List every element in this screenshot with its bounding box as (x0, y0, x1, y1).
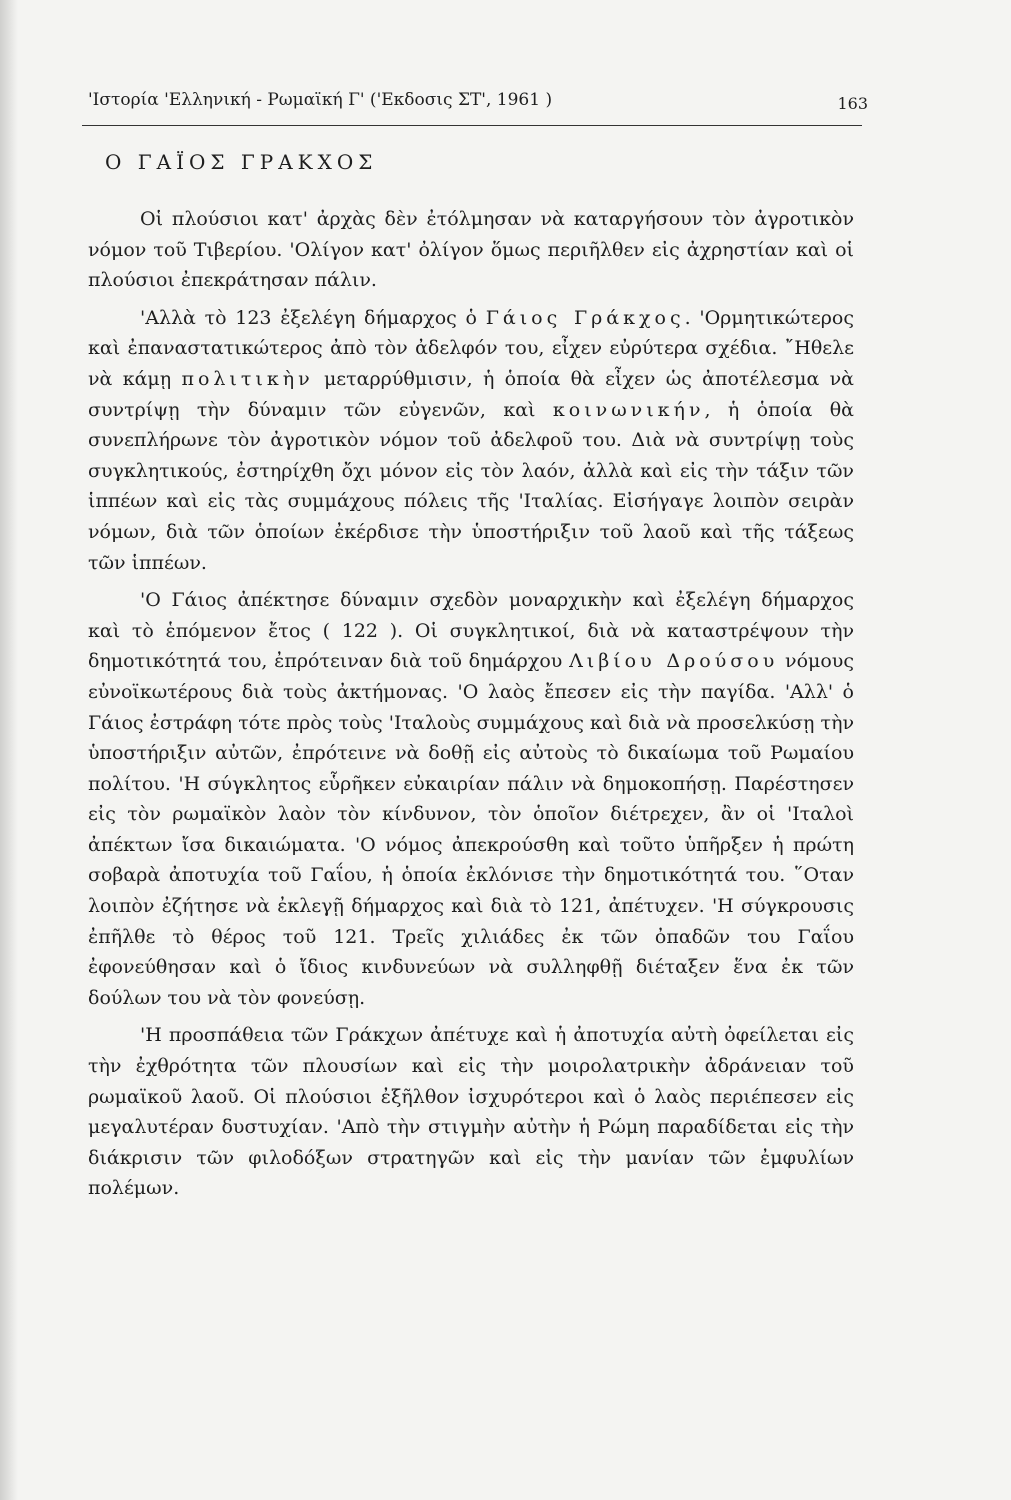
spaced-word-politikin: πολιτικὴν (181, 367, 314, 390)
spaced-word-koinonikin: κοινωνικήν (552, 398, 705, 421)
spaced-name-gaios-grakchos: Γάιος Γράκχος (485, 306, 685, 329)
text-run: 'Ο Γάιος ἀπέκτησε δύναμιν σχεδὸν μοναρχικὴν καὶ ἐξελέγη δήμαρχος καὶ τὸ ἑπόμενον ἔτος ( 122 ). Οἱ συγκλητικοί, διὰ νὰ καταστρέψουν τὴν δημοτικότητά του, ἐπρότειναν διὰ τοῦ δημάρχου (88, 589, 854, 673)
paragraph-1: Οἱ πλούσιοι κατ' ἀρχὰς δὲν ἐτόλμησαν νὰ καταργήσουν τὸν ἀγροτικὸν νόμον τοῦ Τιβερίου. 'Ολίγον κατ' ὀλίγον ὅμως περιῆλθεν εἰς ἀχρηστίαν καὶ οἱ πλούσιοι ἐπεκράτησαν πάλιν. (88, 208, 854, 292)
paragraph-4: 'Η προσπάθεια τῶν Γράκχων ἀπέτυχε καὶ ἡ ἀποτυχία αὐτὴ ὀφείλεται εἰς τὴν ἐχθρότητα τῶν πλουσίων καὶ εἰς τὴν μοιρολατρικὴν ἀδράνειαν τοῦ ρωμαϊκοῦ λαοῦ. Οἱ πλούσιοι ἐξῆλθον ἰσχυρότεροι καὶ ὁ λαὸς περιέπεσεν εἰς μεγαλυτέραν δυστυχίαν. 'Απὸ τὴν στιγμὴν αὐτὴν ἡ Ρώμη παραδίδεται εἰς τὴν διάκρισιν τῶν φιλοδόξων στρατηγῶν καὶ εἰς τὴν μανίαν τῶν ἐμφυλίων πολέμων. (88, 1024, 854, 1200)
body-text (88, 204, 854, 1211)
spaced-name-livios-drousos: Λιβίου Δρούσου (569, 650, 779, 673)
page-number: 163 (837, 94, 868, 113)
header-divider (82, 125, 862, 126)
page-edge-shadow (0, 0, 18, 1500)
text-run: 'Αλλὰ τὸ 123 ἐξελέγη δήμαρχος ὁ (140, 306, 486, 329)
running-header (88, 84, 868, 120)
text-run: μεταρρύθμισιν, ἡ ὁποία θὰ εἶχεν ὡς ἀποτέλεσμα νὰ συντρίψῃ τὴν δύναμιν τῶν εὐγενῶν, καὶ (88, 367, 854, 421)
header-title: 'Ιστορία 'Ελληνική - Ρωμαϊκή Γ' ('Εκδοσις ΣΤ', 1961 ) (88, 90, 553, 110)
text-run: . 'Ορμητικώτερος καὶ ἐπαναστατικώτερος ἀπὸ τὸν ἀδελφόν του, εἶχεν εὐρύτερα σχέδια. ῎Ηθελε νὰ κάμῃ (88, 306, 854, 390)
chapter-title: Ο ΓΑΪΟΣ ΓΡΑΚΧΟΣ (105, 150, 378, 174)
text-run: νόμους εὐνοϊκωτέρους διὰ τοὺς ἀκτήμονας. 'Ο λαὸς ἔπεσεν εἰς τὴν παγίδα. 'Αλλ' ὁ Γάιος ἐστράφη τότε πρὸς τοὺς 'Ιταλοὺς συμμάχους καὶ διὰ νὰ προσελκύσῃ τὴν ὑποστήριξιν αὐτῶν, ἐπρότεινε νὰ δοθῇ εἰς αὐτοὺς τὸ δικαίωμα τοῦ Ρωμαίου πολίτου. 'Η σύγκλητος εὗρῆκεν εὐκαιρίαν πάλιν νὰ δημοκοπήσῃ. Παρέστησεν εἰς τὸν ρωμαϊκὸν λαὸν τὸν κίνδυνον, τὸν ὁποῖον διέτρεχεν, ἂν οἱ 'Ιταλοὶ ἀπέκτων ἴσα δικαιώματα. 'Ο νόμος ἀπεκρούσθη καὶ τοῦτο ὑπῆρξεν ἡ πρώτη σοβαρὰ ἀποτυχία τοῦ Γαΐου, ἡ ὁποία ἐκλόνισε τὴν δημοτικότητά του. ῞Οταν λοιπὸν ἐζήτησε νὰ ἐκλεγῇ δήμαρχος καὶ διὰ τὸ 121, ἀπέτυχεν. 'Η σύγκρουσις ἐπῆλθε τὸ θέρος τοῦ 121. Τρεῖς χιλιάδες ἐκ τῶν ὀπαδῶν του Γαΐου ἐφονεύθησαν καὶ ὁ ἴδιος κινδυνεύων νὰ συλληφθῇ διέταξεν ἕνα ἐκ τῶν δούλων του νὰ τὸν φονεύσῃ. (88, 650, 854, 1009)
text-run: , ἡ ὁποία θὰ συνεπλήρωνε τὸν ἀγροτικὸν νόμον τοῦ ἀδελφοῦ του. Διὰ νὰ συντρίψῃ τοὺς συγκλητικούς, ἐστηρίχθη ὄχι μόνον εἰς τὸν λαόν, ἀλλὰ καὶ εἰς τὴν τάξιν τῶν ἱππέων καὶ εἰς τὰς συμμάχους πόλεις τῆς 'Ιταλίας. Εἰσήγαγε λοιπὸν σειρὰν νόμων, διὰ τῶν ὁποίων ἐκέρδισε τὴν ὑποστήριξιν τοῦ λαοῦ καὶ τῆς τάξεως τῶν ἱππέων. (88, 398, 854, 574)
paragraph-3 (88, 585, 854, 1013)
paragraph-2 (88, 303, 854, 578)
